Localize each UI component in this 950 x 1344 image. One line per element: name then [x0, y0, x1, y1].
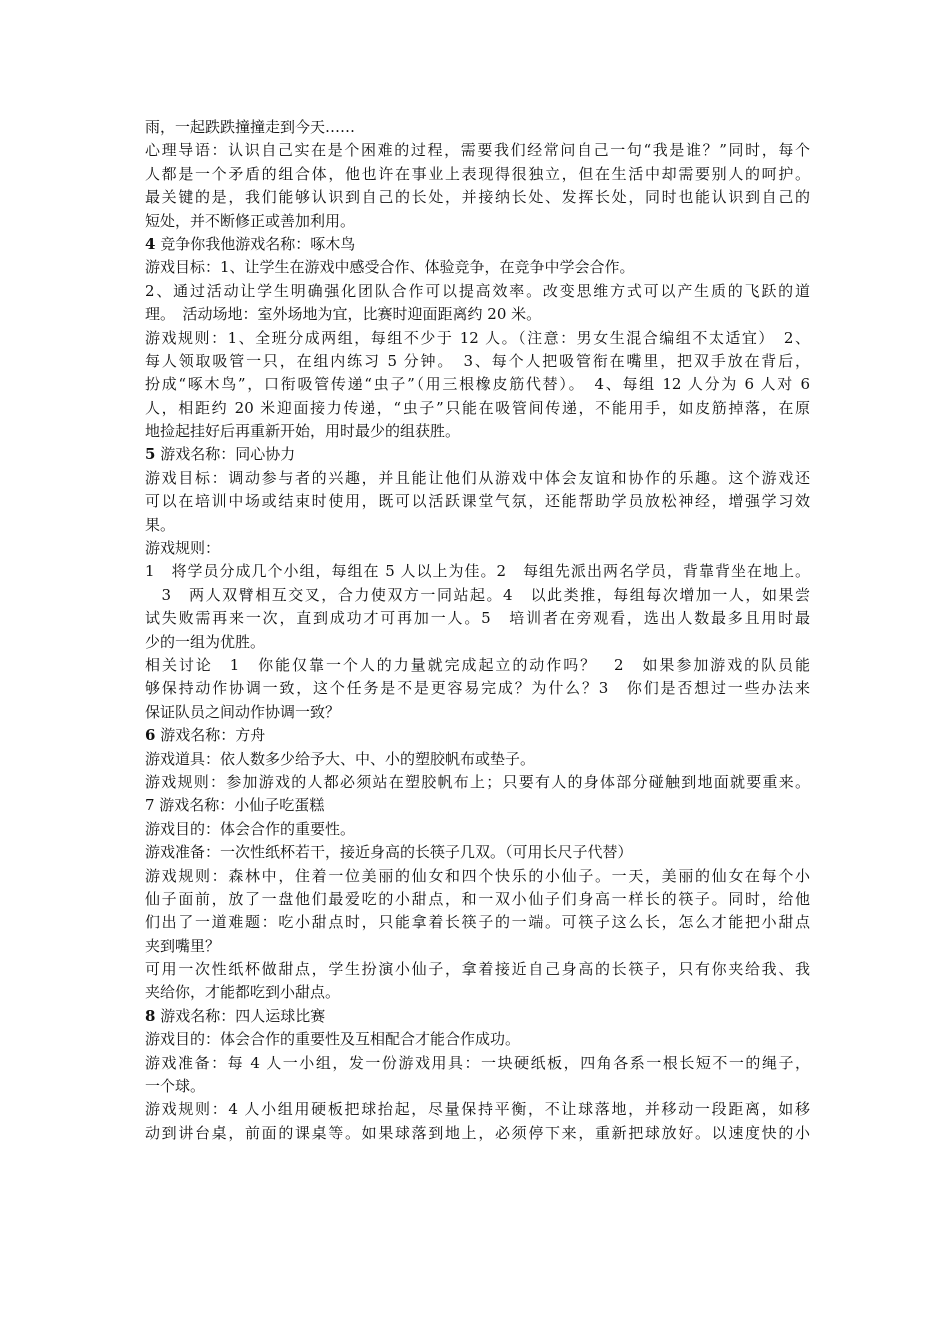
line-text: 保证队员之间动作协调一致？ — [145, 702, 341, 721]
line-text: 游戏名称：四人运球比赛 — [155, 1006, 326, 1025]
text-line — [145, 888, 810, 911]
text-line — [145, 256, 810, 279]
line-text: 仙子面前，放了一盘他们最爱吃的小甜点，和一双小仙子们身高一样长的筷子。同时，给他 — [145, 889, 810, 908]
line-text: 游戏规则：1、全班分成两组，每组不少于 12 人。（注意：男女生混合编组不太适宜） 2、 — [145, 328, 810, 347]
text-line — [145, 935, 810, 958]
line-text: 一个球。 — [145, 1077, 206, 1096]
text-line — [145, 865, 810, 888]
line-text: 游戏目标：调动参与者的兴趣，并且能让他们从游戏中体会友谊和协作的乐趣。这个游戏还 — [145, 468, 810, 487]
text-line — [145, 186, 810, 209]
text-line — [145, 163, 810, 186]
text-line — [145, 911, 810, 934]
text-line — [145, 748, 810, 771]
text-line — [145, 794, 810, 817]
section-number: 6 — [145, 726, 156, 745]
line-text: 3 两人双臂相互交叉，合力使双方一同站起。4 以此类推，每组每次增加一人，如果尝 — [145, 585, 810, 604]
line-text: 试失败需再来一次，直到成功才可再加一人。5 培训者在旁观看，选出人数最多且用时最 — [145, 609, 810, 628]
text-line — [145, 1098, 810, 1121]
line-text: 竞争你我他游戏名称：啄木鸟 — [155, 234, 356, 253]
line-text: 游戏目的：体会合作的重要性。 — [145, 819, 356, 838]
text-line — [145, 1075, 810, 1098]
line-text: 每人领取吸管一只，在组内练习 5 分钟。 3、每个人把吸管衔在嘴里，把双手放在背后， — [145, 351, 810, 370]
text-line — [145, 771, 810, 794]
text-line — [145, 607, 810, 630]
text-line — [145, 958, 810, 981]
line-text: 1 将学员分成几个小组，每组在 5 人以上为佳。2 每组先派出两名学员，背靠背坐在地上。 — [145, 562, 810, 581]
text-line — [145, 537, 810, 560]
line-text: 夹到嘴里？ — [145, 936, 221, 955]
text-line — [145, 1122, 810, 1145]
line-text: 游戏目标：1、让学生在游戏中感受合作、体验竞争，在竞争中学会合作。 — [145, 258, 635, 277]
line-text: 游戏准备：每 4 人一小组，发一份游戏用具：一块硬纸板，四角各系一根长短不一的绳子， — [145, 1053, 810, 1072]
text-line — [145, 724, 810, 747]
line-text: 游戏规则： — [145, 539, 221, 558]
line-text: 相关讨论 1 你能仅靠一个人的力量就完成起立的动作吗？ 2 如果参加游戏的队员能 — [145, 655, 810, 674]
line-text: 游戏准备：一次性纸杯若干，接近身高的长筷子几双。（可用长尺子代替） — [145, 843, 633, 862]
text-line — [145, 373, 810, 396]
line-text: 游戏目的：体会合作的重要性及互相配合才能合作成功。 — [145, 1030, 521, 1049]
line-text: 理。 活动场地：室外场地为宜，比赛时迎面距离约 20 米。 — [145, 305, 542, 324]
text-line — [145, 210, 810, 233]
text-line — [145, 514, 810, 537]
line-text: 游戏名称：方舟 — [155, 726, 266, 745]
line-text: 少的一组为优胜。 — [145, 632, 266, 651]
text-line — [145, 677, 810, 700]
text-line — [145, 1052, 810, 1075]
text-line — [145, 584, 810, 607]
text-line — [145, 139, 810, 162]
text-line — [145, 818, 810, 841]
text-line — [145, 701, 810, 724]
document-body — [145, 116, 810, 1145]
section-number: 8 — [145, 1006, 156, 1025]
line-text: 游戏道具：依人数多少给予大、中、小的塑胶帆布或垫子。 — [145, 749, 536, 768]
line-text: 扮成“啄木鸟”，口衔吸管传递“虫子”（用三根橡皮筋代替）。 4、每组 12 人分为 6 人对 6 — [145, 375, 810, 394]
text-line — [145, 397, 810, 420]
line-text: 游戏规则：参加游戏的人都必须站在塑胶帆布上；只要有人的身体部分碰触到地面就要重来。 — [145, 772, 810, 791]
section-number: 5 — [145, 445, 156, 464]
text-line — [145, 1028, 810, 1051]
line-text: 雨，一起跌跌撞撞走到今天…… — [145, 118, 356, 136]
line-text: 人都是一个矛盾的组合体，他也许在事业上表现得很独立，但在生活中却需要别人的呵护。 — [145, 164, 810, 183]
line-text: 动到讲台桌，前面的课桌等。如果球落到地上，必须停下来，重新把球放好。以速度快的小 — [145, 1123, 810, 1142]
line-text: 短处，并不断修正或善加利用。 — [145, 211, 356, 230]
text-line — [145, 490, 810, 513]
line-text: 果。 — [145, 515, 176, 534]
line-text: 可以在培训中场或结束时使用，既可以活跃课堂气氛，还能帮助学员放松神经，增强学习效 — [145, 492, 810, 511]
line-text: 游戏名称：同心协力 — [155, 445, 296, 464]
text-line — [145, 654, 810, 677]
line-text: 们出了一道难题：吃小甜点时，只能拿着长筷子的一端。可筷子这么长，怎么才能把小甜点 — [145, 913, 810, 932]
line-text: 地捡起挂好后再重新开始，用时最少的组获胜。 — [145, 422, 461, 441]
text-line — [145, 1005, 810, 1028]
text-line — [145, 981, 810, 1004]
text-line — [145, 841, 810, 864]
text-line — [145, 631, 810, 654]
text-line — [145, 420, 810, 443]
text-line — [145, 467, 810, 490]
line-text: 人，相距约 20 米迎面接力传递，“虫子”只能在吸管间传递，不能用手，如皮筋掉落，在原 — [145, 398, 810, 417]
line-text: 心理导语：认识自己实在是个困难的过程，需要我们经常问自己一句“我是谁？”同时，每个 — [145, 141, 810, 160]
section-number: 4 — [145, 234, 156, 253]
text-line — [145, 327, 810, 350]
line-text: 游戏规则：森林中，住着一位美丽的仙女和四个快乐的小仙子。一天，美丽的仙女在每个小 — [145, 866, 810, 885]
text-line — [145, 280, 810, 303]
line-text: 2、通过活动让学生明确强化团队合作可以提高效率。改变思维方式可以产生质的飞跃的道 — [145, 281, 810, 300]
text-line — [145, 560, 810, 583]
text-line — [145, 350, 810, 373]
line-text: 夹给你，才能都吃到小甜点。 — [145, 983, 341, 1002]
text-line — [145, 443, 810, 466]
text-line — [145, 233, 810, 256]
line-text: 7 游戏名称：小仙子吃蛋糕 — [145, 796, 325, 815]
line-text: 够保持动作协调一致，这个任务是不是更容易完成？为什么？3 你们是否想过一些办法来 — [145, 679, 810, 698]
line-text: 游戏规则：4 人小组用硬板把球抬起，尽量保持平衡，不让球落地，并移动一段距离，如移 — [145, 1100, 810, 1119]
line-text: 可用一次性纸杯做甜点，学生扮演小仙子，拿着接近自己身高的长筷子，只有你夹给我、我 — [145, 960, 810, 979]
text-line — [145, 116, 810, 139]
text-line — [145, 303, 810, 326]
line-text: 最关键的是，我们能够认识到自己的长处，并接纳长处、发挥长处，同时也能认识到自己的 — [145, 188, 810, 207]
